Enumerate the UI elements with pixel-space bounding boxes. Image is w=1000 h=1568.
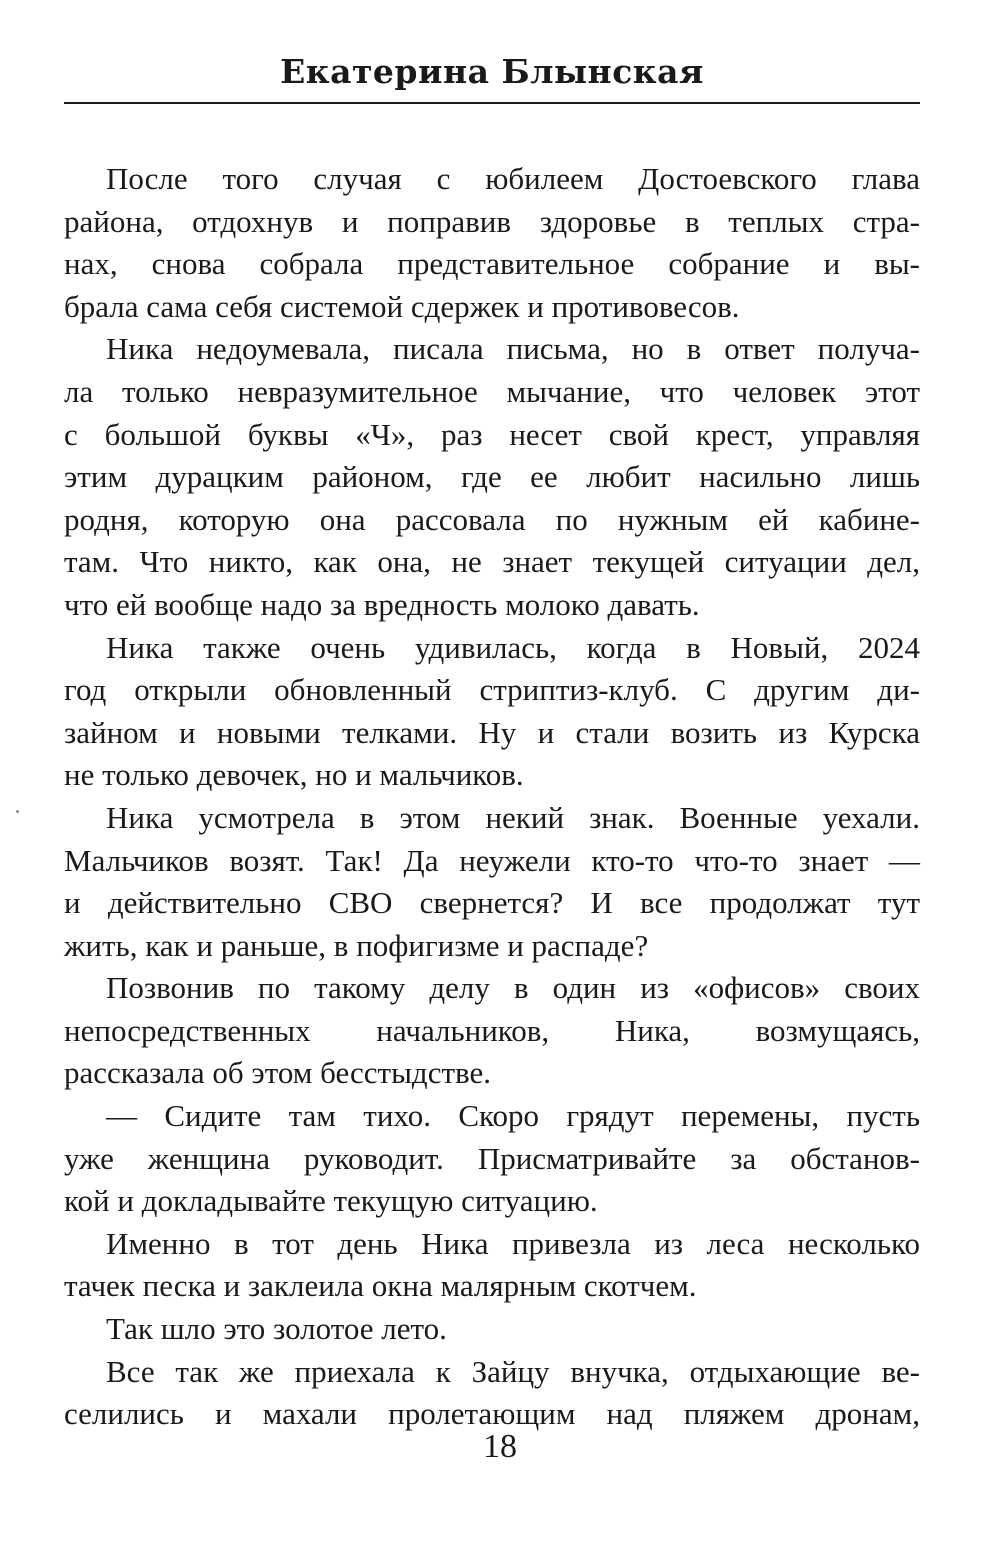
scan-speck (16, 810, 19, 813)
text-line: брала сама себя системой сдержек и противовесов. (64, 288, 740, 324)
text-line: селились и махали пролетающим над пляжем дронам, (64, 1396, 920, 1432)
running-head-author: Екатерина Блынская (280, 52, 704, 91)
text-line: непосредственных начальников, Ника, возмущаясь, (64, 1012, 920, 1048)
text-line: После того случая с юбилеем Достоевского глава (106, 161, 920, 196)
text-line: там. Что никто, как она, не знает текущей ситуации дел, (64, 544, 920, 580)
text-line: Все так же приехала к Зайцу внучка, отдыхающие ве- (106, 1353, 920, 1389)
text-line: Так шло это золотое лето. (106, 1311, 447, 1347)
text-line: района, отдохнув и поправив здоровье в теплых стра- (64, 203, 920, 239)
text-line: рассказала об этом бесстыдстве. (64, 1055, 491, 1091)
text-line: кой и докладывайте текущую ситуацию. (64, 1183, 598, 1219)
text-line: жить, как и раньше, в пофигизме и распаде? (64, 927, 649, 963)
text-line: Ника недоумевала, писала письма, но в ответ получа- (106, 331, 920, 367)
text-line: Позвонив по такому делу в один из «офисов» своих (106, 970, 920, 1006)
text-line: с большой буквы «Ч», раз несет свой крест, управляя (64, 416, 920, 452)
text-line: что ей вообще надо за вредность молоко давать. (64, 586, 700, 622)
text-line: родня, которую она рассовала по нужным ей кабине- (64, 501, 920, 537)
text-line: этим дурацким районом, где ее любит насильно лишь (64, 459, 920, 495)
text-line: Мальчиков возят. Так! Да неужели кто-то что-то знает — (64, 842, 920, 878)
text-line: Ника также очень удивилась, когда в Новый, 2024 (106, 629, 920, 665)
text-line: и действительно СВО свернется? И все продолжат тут (64, 885, 920, 921)
body-text (64, 158, 920, 1436)
text-line: — Сидите там тихо. Скоро грядут перемены, пусть (106, 1098, 920, 1134)
text-line: тачек песка и заклеила окна малярным скотчем. (64, 1268, 697, 1304)
text-line: год открыли обновленный стриптиз-клуб. С другим ди- (64, 672, 920, 708)
text-line: зайном и новыми телками. Ну и стали возить из Курска (64, 714, 920, 750)
text-line: ла только невразумительное мычание, что человек этот (64, 373, 920, 409)
page-number: 18 (483, 1428, 517, 1465)
text-line: нах, снова собрала представительное собрание и вы- (64, 246, 920, 282)
text-line: уже женщина руководит. Присматривайте за обстанов- (64, 1140, 920, 1176)
text-line: не только девочек, но и мальчиков. (64, 757, 524, 793)
text-line: Ника усмотрела в этом некий знак. Военные уехали. (106, 799, 920, 835)
header-rule (64, 102, 920, 104)
text-line: Именно в тот день Ника привезла из леса несколько (106, 1225, 920, 1261)
